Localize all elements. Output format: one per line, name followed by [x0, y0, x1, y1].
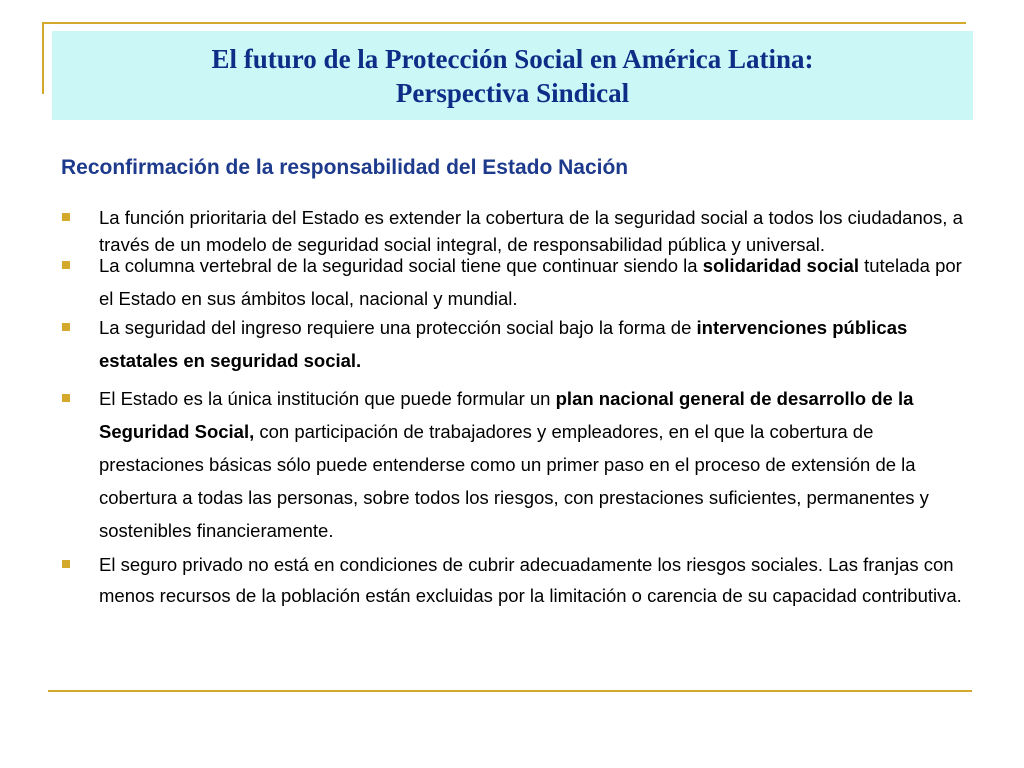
frame-bottom-line — [48, 690, 972, 692]
slide-title-line-1: El futuro de la Protección Social en América Latina: — [211, 43, 814, 74]
bullet-item-4 — [62, 382, 967, 547]
bullet-text: El seguro privado no está en condiciones de cubrir adecuadamente los riesgos sociales. Las franjas con menos recursos de la población están excluidas por la limitación o carencia de su capacidad contributiva. — [99, 554, 962, 606]
bullet-text: La seguridad del ingreso requiere una protección social bajo la forma de — [99, 317, 697, 338]
slide-title — [212, 42, 814, 110]
bullet-emphasis: plan nacional general de desarrollo de la Seguridad Social, — [99, 388, 914, 442]
square-bullet-icon — [62, 323, 70, 331]
square-bullet-icon — [62, 560, 70, 568]
frame-top-line — [42, 22, 966, 24]
frame-left-line — [42, 22, 44, 94]
square-bullet-icon — [62, 213, 70, 221]
section-subtitle: Reconfirmación de la responsabilidad del Estado Nación — [61, 156, 629, 179]
bullet-emphasis: intervenciones públicas estatales en seguridad social. — [99, 317, 908, 371]
square-bullet-icon — [62, 261, 70, 269]
bullet-text: La función prioritaria del Estado es extender la cobertura de la seguridad social a todos los ciudadanos, a través de un modelo de seguridad social integral, de responsabilidad pública y universal. — [99, 207, 963, 255]
bullet-item-2 — [62, 249, 967, 315]
title-banner — [52, 31, 973, 120]
bullet-item-5 — [62, 549, 967, 611]
bullet-text: con participación de trabajadores y empleadores, en el que la cobertura de prestaciones básicas sólo puede entenderse como un primer paso en el proceso de extensión de la cobertura a todas las personas, sobre todos los riesgos, con prestaciones suficientes, permanentes y sostenibles financieramente. — [99, 421, 929, 541]
bullet-text: La columna vertebral de la seguridad social tiene que continuar siendo la — [99, 255, 703, 276]
bullet-list — [62, 204, 967, 611]
bullet-text: El Estado es la única institución que puede formular un — [99, 388, 556, 409]
bullet-text: tutelada por el Estado en sus ámbitos local, nacional y mundial. — [99, 255, 962, 309]
square-bullet-icon — [62, 394, 70, 402]
slide-title-line-2: Perspectiva Sindical — [395, 77, 630, 108]
bullet-emphasis: solidaridad social — [702, 255, 859, 276]
bullet-item-3 — [62, 311, 967, 377]
